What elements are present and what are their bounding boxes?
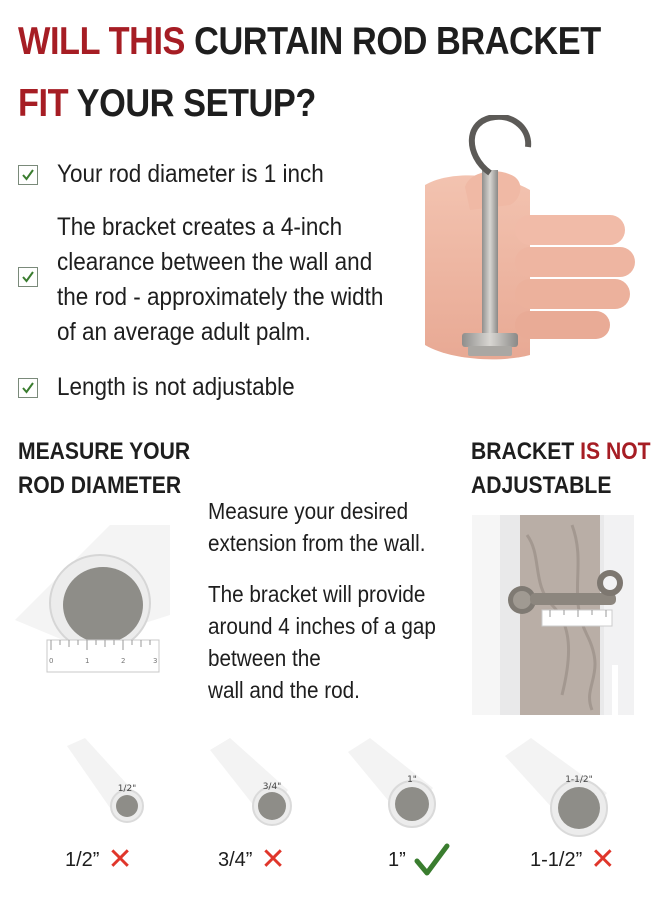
title-rest: CURTAIN ROD BRACKET (194, 20, 601, 63)
tube-size-label: 1" (407, 775, 417, 785)
checkbox-icon (18, 165, 38, 185)
size-option (65, 843, 133, 876)
title-line-2 (18, 82, 316, 126)
checklist-item (57, 210, 383, 350)
paragraph-line: The bracket will provide (208, 581, 426, 607)
checkbox-icon (18, 267, 38, 287)
checkmark-icon (414, 843, 450, 877)
checklist-line: Your rod diameter is 1 inch (57, 160, 324, 188)
title-accent: WILL THIS (18, 20, 185, 63)
x-mark-icon: ✕ (260, 843, 286, 876)
heading-accent: IS NOT (580, 438, 651, 465)
tube-image (65, 738, 145, 828)
tube-size-label: 1/2" (117, 784, 137, 794)
x-mark-icon: ✕ (107, 843, 133, 876)
paragraph-line: extension from the wall. (208, 530, 426, 556)
checkbox-icon (18, 378, 38, 398)
title-rest: YOUR SETUP? (76, 82, 316, 125)
paragraph-line: between the (208, 645, 321, 671)
title-accent: FIT (18, 82, 69, 125)
size-label-text: 1” (388, 849, 406, 871)
checklist-item (57, 370, 295, 405)
adjustable-heading (471, 435, 651, 503)
checklist-line: The bracket creates a 4-inch (57, 213, 343, 241)
tube-size-label: 1-1/2" (565, 775, 593, 785)
size-label-text: 1/2” (65, 849, 100, 871)
paragraph-line: around 4 inches of a gap (208, 613, 436, 639)
title-line-1 (18, 20, 601, 64)
checklist-line: Length is not adjustable (57, 373, 295, 401)
ruler-mark: 0 (49, 657, 54, 665)
size-option (218, 843, 286, 876)
tube-image (210, 738, 295, 828)
measure-heading (18, 435, 190, 503)
heading-line (471, 435, 651, 469)
heading-prefix: BRACKET (471, 438, 575, 465)
tube-image (348, 738, 438, 828)
ruler-mark: 2 (121, 657, 126, 665)
hand-with-bracket-image (420, 115, 645, 370)
size-option (388, 846, 450, 874)
paragraph-line: Measure your desired (208, 498, 409, 524)
checklist-item (57, 157, 324, 192)
tube-image (505, 738, 610, 838)
ruler-mark: 1 (85, 657, 90, 665)
x-mark-icon: ✕ (590, 843, 616, 876)
mounted-bracket-photo (472, 515, 634, 715)
size-label-text: 3/4” (218, 849, 253, 871)
ruler-mark: 3 (153, 657, 158, 665)
checklist-line: of an average adult palm. (57, 318, 311, 346)
checklist-line: clearance between the wall and (57, 248, 373, 276)
paragraph-line: wall and the rod. (208, 677, 360, 703)
heading-line: MEASURE YOUR (18, 438, 191, 465)
checklist-line: the rod - approximately the width (57, 283, 384, 311)
pipe-with-ruler-image (15, 525, 170, 685)
heading-line: ADJUSTABLE (471, 472, 612, 499)
size-label-text: 1-1/2” (530, 849, 583, 871)
size-option (530, 843, 616, 876)
heading-line: ROD DIAMETER (18, 472, 182, 499)
tube-size-label: 3/4" (262, 782, 282, 792)
extension-paragraph-2 (208, 578, 436, 706)
extension-paragraph-1 (208, 495, 425, 559)
